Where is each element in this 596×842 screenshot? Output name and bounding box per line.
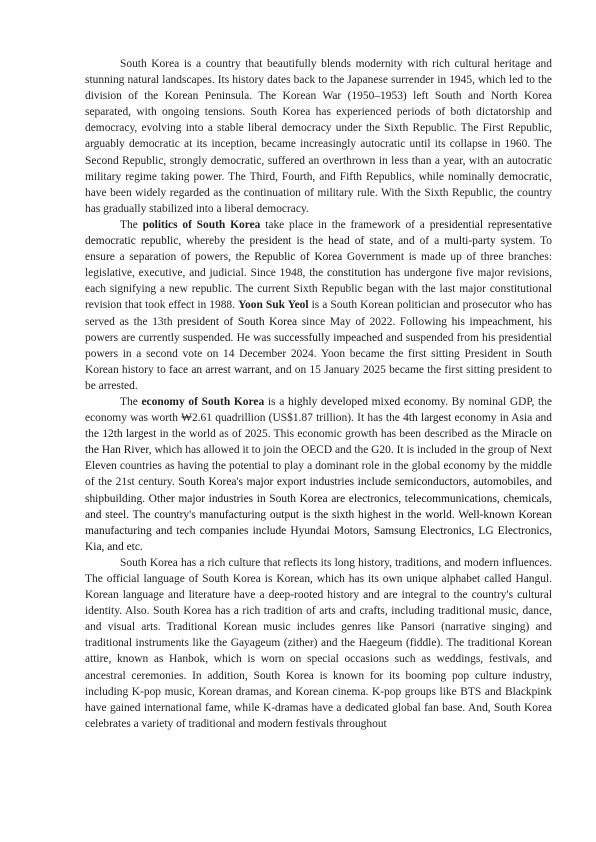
text-run: South Korea is a country that beautifully blends modernity with rich cultural heritage and stunning natural landscapes. Its history dates back to the Japanese surrender in 1945, which led to the division of the Korean Peninsula. The Korean War (1950–1953) left South and North Korea separated, with ongoing tensions. South Korea has experienced periods of both dictatorship and democracy, evolving into a stable liberal democracy under the Sixth Republic. The First Republic, arguably democratic at its inception, became increasingly autocratic until its collapse in 1960. The Second Republic, strongly democratic, suffered an overthrown in less than a year, with an autocratic military regime taking power. The Third, Fourth, and Fifth Republics, while nominally democratic, have been widely regarded as the continuation of military rule. With the Sixth Republic, the country has gradually stabilized into a liberal democracy. xyxy=(85,58,552,215)
text-link[interactable]: G20 xyxy=(371,444,391,457)
text-run: in the world as of 2025. This economic growth has been described as the xyxy=(156,428,502,441)
text-run: The xyxy=(120,218,143,231)
text-run: . To ensure a separation of powers, the xyxy=(85,235,553,264)
paragraph-politics xyxy=(85,217,552,394)
text-run: and suspended from his presidential powers in a second vote on 14 December 2024. Yoon became the first sitting President in South Korean history to xyxy=(85,331,552,376)
text-link[interactable]: president xyxy=(249,235,292,248)
text-run: , whereby the xyxy=(178,235,250,248)
text-run: has undergone five major revisions, each signifying a new republic. The current Sixth Republic began with the last major constitutional revision that took effect in 1988. xyxy=(85,267,552,312)
text-run: , and on 15 January 2025 became the first sitting president to be arrested. xyxy=(85,363,552,392)
text-run: is the xyxy=(291,235,329,248)
text-link[interactable]: mixed economy xyxy=(371,395,446,408)
bold-term: politics of South Korea xyxy=(142,218,261,231)
text-link[interactable]: presidential xyxy=(429,218,484,231)
text-run: economy in Asia and the xyxy=(85,412,552,441)
text-link[interactable]: Republic of Korea xyxy=(254,251,343,264)
text-link[interactable]: president of South Korea xyxy=(177,315,298,328)
text-run: countries as having the potential to play a dominant role in the global economy by the middle of the 21st century. xyxy=(85,460,552,489)
text-run: take place in the framework of a xyxy=(260,218,430,231)
paragraph-intro xyxy=(85,56,552,217)
paragraph-economy xyxy=(85,394,552,555)
text-link[interactable]: South Korea's major export industries include semiconductors, automobiles, and shipbuilding. Other major industries in South Korea are electronics, telecommunications, chemicals, and steel. The country's manufacturing output is the sixth highest in the world. Well-known Korean manufacturing and tech companies include Hyundai Motors, Samsung Electronics, LG Electronics, Kia, and etc. xyxy=(85,476,552,553)
text-run: Government is made up of three branches: legislative, executive, and judicial. Since 1948, the xyxy=(85,251,553,280)
text-link[interactable]: multi-party system xyxy=(444,235,533,248)
text-run: is a South Korean politician and prosecutor who has served as the 13th xyxy=(85,299,552,328)
text-link[interactable]: head of state xyxy=(328,235,391,248)
text-link[interactable]: face an arrest warrant xyxy=(169,363,269,376)
document-body xyxy=(85,56,552,732)
text-link[interactable]: OECD xyxy=(300,444,333,457)
bold-term: Yoon Suk Yeol xyxy=(238,299,309,312)
text-link[interactable]: 12th largest xyxy=(102,428,157,441)
text-run: . By nominal GDP, the economy was worth ₩2.61 quadrillion (US$1.87 trillion). It has the xyxy=(85,395,553,425)
text-link[interactable]: 4th largest xyxy=(403,412,452,425)
text-link[interactable]: Miracle on the Han River xyxy=(85,428,552,457)
text-run: and the xyxy=(332,444,372,457)
text-link[interactable]: constitution xyxy=(327,267,382,280)
text-link[interactable]: republic xyxy=(140,235,179,248)
text-run: since May of 2022. Following xyxy=(297,315,452,328)
text-run: , and of a xyxy=(390,235,445,248)
text-link[interactable]: his impeachment xyxy=(451,315,532,328)
text-run: is a xyxy=(264,395,288,408)
bold-term: economy of South Korea xyxy=(141,395,265,408)
text-link[interactable]: representative democratic xyxy=(85,218,552,248)
text-run: , his powers are currently suspended. He was xyxy=(85,315,552,344)
text-run: South Korea has a rich culture that reflects its long history, traditions, and modern influences. The official language of South Korea is Korean, which has its own unique alphabet called Hangul. Korean language and literature have a deep-rooted history and are integral to the country's cultural identity. Also. South Korea has a rich tradition of arts and crafts, including traditional music, dance, and visual arts. Traditional Korean music includes genres like Pansori (narrative singing) and traditional instruments like the Gayageum (zither) and the Haegeum (fiddle). The traditional Korean attire, known as Hanbok, which is worn on special occasions such as weddings, festivals, and ancestral ceremonies. In addition, South Korea is known for its booming pop culture industry, including K-pop music, Korean dramas, and Korean cinema. K-pop groups like BTS and Blackpink have gained international fame, while K-dramas have a dedicated global fan base. And, South Korea celebrates a variety of traditional and modern festivals throughout xyxy=(85,556,552,730)
text-run: , which has allowed it to join the xyxy=(148,444,301,457)
text-run: . It is included in the group of xyxy=(390,444,530,457)
paragraph-culture xyxy=(85,555,552,732)
text-link[interactable]: highly developed xyxy=(287,395,368,408)
text-run: The xyxy=(120,395,142,408)
text-link[interactable]: successfully impeached xyxy=(274,331,383,344)
text-link[interactable]: Next Eleven xyxy=(85,444,552,473)
